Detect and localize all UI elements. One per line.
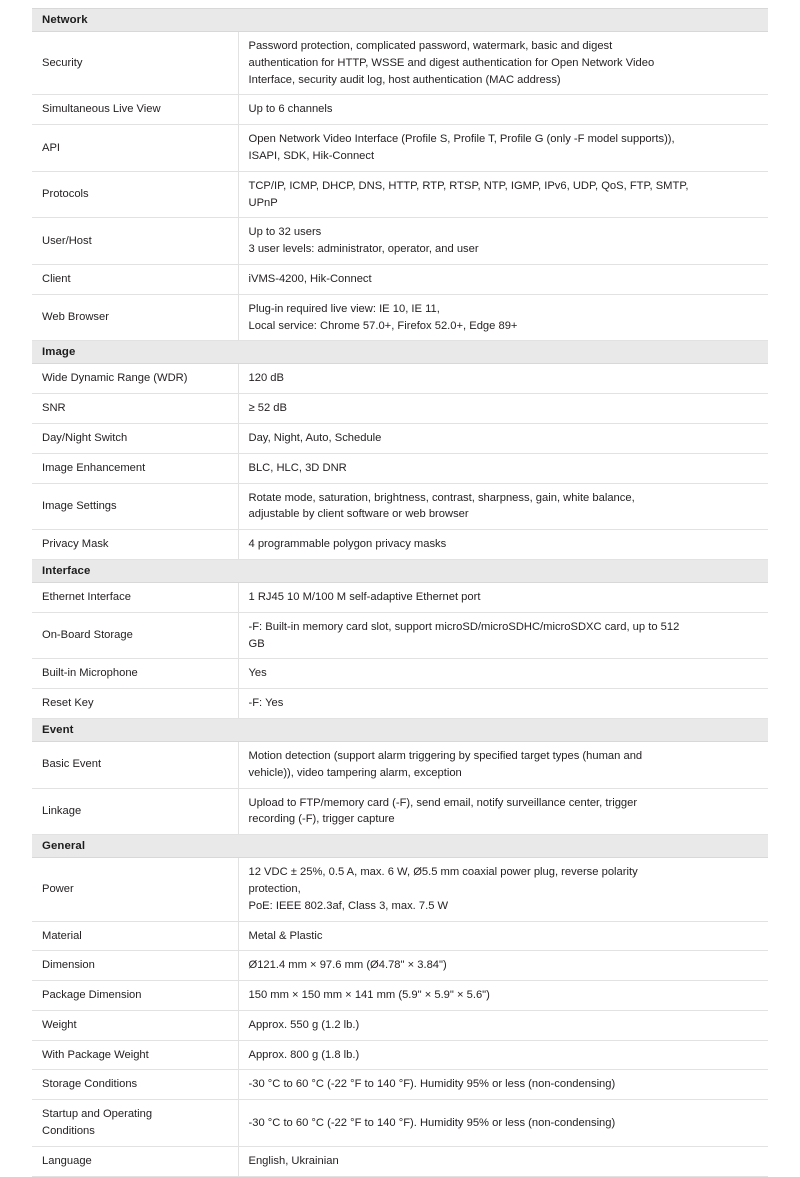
- row-value-line: Upload to FTP/memory card (-F), send email, notify surveillance center, trigger: [248, 796, 638, 809]
- row-label-line: Conditions: [42, 1125, 95, 1138]
- section-title: Image: [32, 341, 768, 364]
- row-label: Web Browser: [32, 294, 238, 341]
- table-row: [32, 364, 768, 394]
- row-label: Linkage: [32, 788, 238, 835]
- table-row: [32, 981, 768, 1011]
- row-value-line: Motion detection (support alarm triggering by specified target types (human and: [248, 749, 643, 762]
- row-value-line: 150 mm × 150 mm × 141 mm (5.9" × 5.9" × 5.6"): [248, 989, 490, 1002]
- section-header-row: [32, 718, 768, 741]
- row-value-line: Plug-in required live view: IE 10, IE 11,: [248, 302, 440, 315]
- row-label: Privacy Mask: [32, 530, 238, 560]
- row-label: Simultaneous Live View: [32, 95, 238, 125]
- row-label: Weight: [32, 1010, 238, 1040]
- row-value: [238, 294, 768, 341]
- table-row: [32, 95, 768, 125]
- table-row: [32, 612, 768, 659]
- row-value-line: Rotate mode, saturation, brightness, contrast, sharpness, gain, white balance,: [248, 491, 635, 504]
- row-value-line: 4 programmable polygon privacy masks: [248, 538, 447, 551]
- row-value-line: authentication for HTTP, WSSE and digest authentication for Open Network Video: [248, 56, 655, 69]
- row-label: With Package Weight: [32, 1040, 238, 1070]
- section-title: Interface: [32, 559, 768, 582]
- row-label: Image Settings: [32, 483, 238, 530]
- section-header-row: [32, 341, 768, 364]
- row-value: [238, 95, 768, 125]
- table-row: [32, 921, 768, 951]
- row-value-line: Local service: Chrome 57.0+, Firefox 52.0+, Edge 89+: [248, 319, 518, 332]
- row-value-line: -30 °C to 60 °C (-22 °F to 140 °F). Humidity 95% or less (non-condensing): [248, 1116, 616, 1129]
- row-value-line: 120 dB: [248, 372, 284, 385]
- row-value-line: PoE: IEEE 802.3af, Class 3, max. 7.5 W: [248, 899, 449, 912]
- row-value-line: iVMS-4200, Hik-Connect: [248, 272, 372, 285]
- table-row: [32, 294, 768, 341]
- table-row: [32, 483, 768, 530]
- row-value: [238, 218, 768, 265]
- row-value-line: UPnP: [248, 196, 278, 209]
- row-label: Package Dimension: [32, 981, 238, 1011]
- section-header-row: [32, 835, 768, 858]
- row-label: SNR: [32, 394, 238, 424]
- row-value: [238, 1070, 768, 1100]
- section-title: Event: [32, 718, 768, 741]
- row-label: Power: [32, 858, 238, 921]
- row-value: [238, 921, 768, 951]
- row-value-line: -F: Built-in memory card slot, support microSD/microSDHC/microSDXC card, up to 512: [248, 620, 680, 633]
- section-header-row: [32, 559, 768, 582]
- row-label: Reset Key: [32, 689, 238, 719]
- row-value: [238, 125, 768, 172]
- row-value-line: ISAPI, SDK, Hik-Connect: [248, 149, 375, 162]
- table-row: [32, 659, 768, 689]
- row-value: [238, 1010, 768, 1040]
- row-value-line: protection,: [248, 882, 301, 895]
- table-row: [32, 1040, 768, 1070]
- row-value-line: Day, Night, Auto, Schedule: [248, 431, 382, 444]
- row-label: Material: [32, 921, 238, 951]
- row-value: [238, 741, 768, 788]
- row-value: [238, 858, 768, 921]
- table-row: [32, 788, 768, 835]
- row-value: [238, 453, 768, 483]
- row-label: [32, 1100, 238, 1147]
- row-label: Protocols: [32, 171, 238, 218]
- row-value: [238, 582, 768, 612]
- row-value-line: TCP/IP, ICMP, DHCP, DNS, HTTP, RTP, RTSP, NTP, IGMP, IPv6, UDP, QoS, FTP, SMTP,: [248, 179, 689, 192]
- row-label: Built-in Microphone: [32, 659, 238, 689]
- row-value: [238, 659, 768, 689]
- section-title: General: [32, 835, 768, 858]
- row-value-line: BLC, HLC, 3D DNR: [248, 461, 347, 474]
- table-row: [32, 423, 768, 453]
- row-value: [238, 364, 768, 394]
- row-value-line: Up to 32 users: [248, 226, 322, 239]
- row-value-line: -F: Yes: [248, 697, 284, 710]
- row-value-line: vehicle)), video tampering alarm, exception: [248, 766, 462, 779]
- table-row: [32, 453, 768, 483]
- row-value-line: -30 °C to 60 °C (-22 °F to 140 °F). Humidity 95% or less (non-condensing): [248, 1078, 616, 1091]
- row-label: Ethernet Interface: [32, 582, 238, 612]
- row-value-line: 3 user levels: administrator, operator, and user: [248, 243, 479, 256]
- row-value: [238, 394, 768, 424]
- row-label: User/Host: [32, 218, 238, 265]
- table-row: [32, 1146, 768, 1176]
- row-label: Storage Conditions: [32, 1070, 238, 1100]
- row-label: Security: [32, 32, 238, 95]
- table-row: [32, 951, 768, 981]
- row-label: Wide Dynamic Range (WDR): [32, 364, 238, 394]
- row-value: [238, 264, 768, 294]
- row-value: [238, 171, 768, 218]
- row-value: [238, 612, 768, 659]
- row-label: API: [32, 125, 238, 172]
- section-title: Network: [32, 9, 768, 32]
- table-row: [32, 264, 768, 294]
- row-label: Image Enhancement: [32, 453, 238, 483]
- row-label: Dimension: [32, 951, 238, 981]
- row-value-line: Password protection, complicated password, watermark, basic and digest: [248, 40, 613, 52]
- row-value: [238, 1100, 768, 1147]
- row-value-line: ≥ 52 dB: [248, 402, 287, 415]
- row-label: On-Board Storage: [32, 612, 238, 659]
- table-row: [32, 582, 768, 612]
- specification-table: [32, 8, 768, 1177]
- row-value-line: Up to 6 channels: [248, 103, 333, 116]
- section-header-row: [32, 9, 768, 32]
- row-value: [238, 530, 768, 560]
- row-label: Language: [32, 1146, 238, 1176]
- row-value-line: adjustable by client software or web browser: [248, 508, 469, 521]
- table-row: [32, 32, 768, 95]
- row-value: [238, 951, 768, 981]
- row-value-line: 12 VDC ± 25%, 0.5 A, max. 6 W, Ø5.5 mm coaxial power plug, reverse polarity: [248, 866, 638, 879]
- table-row: [32, 1100, 768, 1147]
- row-value-line: Open Network Video Interface (Profile S, Profile T, Profile G (only -F model supports)),: [248, 133, 675, 146]
- row-value-line: Yes: [248, 667, 267, 680]
- table-row: [32, 125, 768, 172]
- table-row: [32, 394, 768, 424]
- row-label: Client: [32, 264, 238, 294]
- table-row: [32, 1070, 768, 1100]
- row-value-line: GB: [248, 637, 265, 650]
- table-row: [32, 741, 768, 788]
- row-value-line: Approx. 550 g (1.2 lb.): [248, 1018, 360, 1031]
- row-value: [238, 788, 768, 835]
- row-value: [238, 981, 768, 1011]
- row-value-line: Approx. 800 g (1.8 lb.): [248, 1048, 360, 1061]
- row-value-line: English, Ukrainian: [248, 1154, 339, 1167]
- row-value: [238, 1040, 768, 1070]
- row-value-line: 1 RJ45 10 M/100 M self-adaptive Ethernet port: [248, 590, 481, 603]
- table-row: [32, 689, 768, 719]
- specification-table-body: [32, 9, 768, 1177]
- row-value-line: recording (-F), trigger capture: [248, 813, 395, 826]
- table-row: [32, 858, 768, 921]
- row-label: Day/Night Switch: [32, 423, 238, 453]
- row-value: [238, 483, 768, 530]
- row-value: [238, 1146, 768, 1176]
- row-value: [238, 423, 768, 453]
- row-value: [238, 32, 768, 95]
- table-row: [32, 171, 768, 218]
- row-label: Basic Event: [32, 741, 238, 788]
- row-value-line: Interface, security audit log, host authentication (MAC address): [248, 73, 561, 86]
- row-value: [238, 689, 768, 719]
- row-value-line: Metal & Plastic: [248, 929, 323, 942]
- table-row: [32, 218, 768, 265]
- row-value-line: Ø121.4 mm × 97.6 mm (Ø4.78" × 3.84"): [248, 959, 447, 972]
- table-row: [32, 530, 768, 560]
- table-row: [32, 1010, 768, 1040]
- row-label-line: Startup and Operating: [42, 1108, 153, 1121]
